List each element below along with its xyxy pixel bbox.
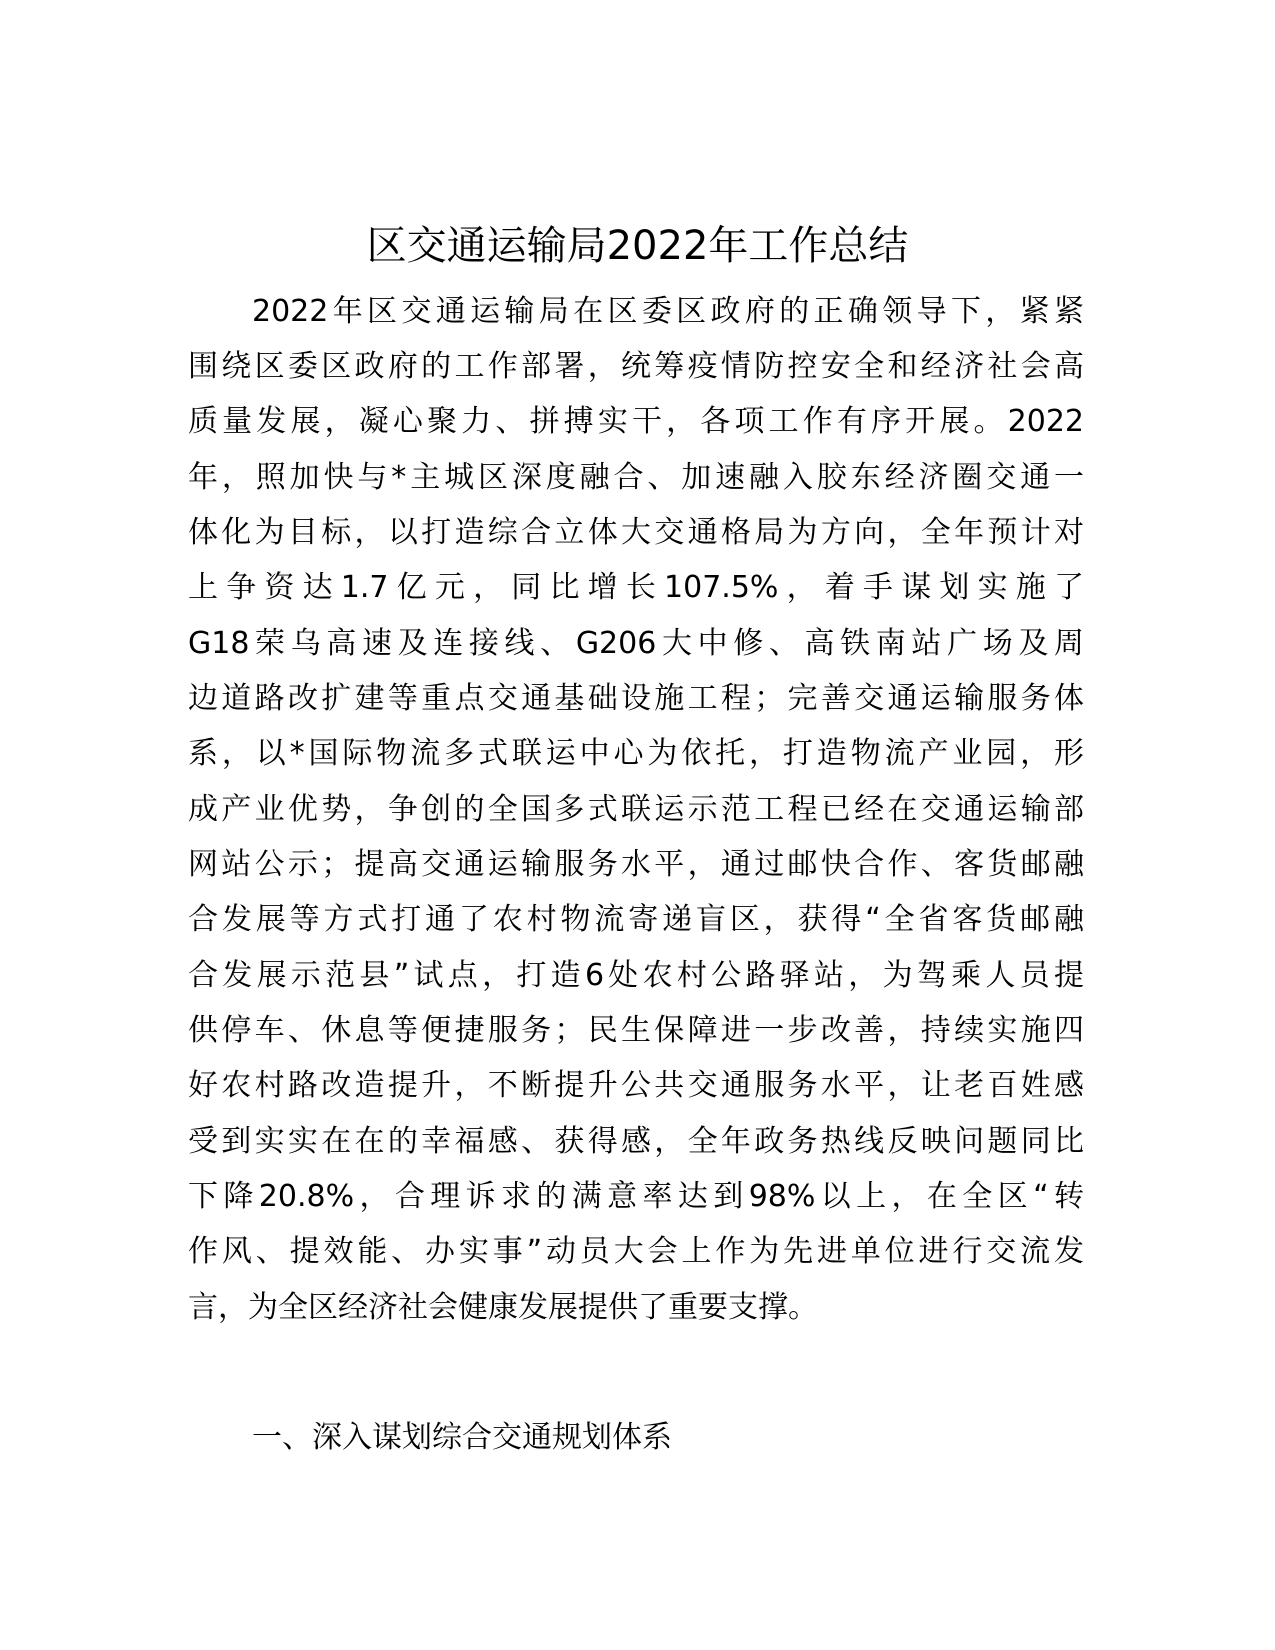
section-heading: 一、深入谋划综合交通规划体系: [252, 1420, 672, 1455]
paragraph-line: 围绕区委区政府的工作部署，统筹疫情防控安全和经济社会高: [188, 349, 1084, 384]
paragraph-line: 作风、提效能、办实事”动员大会上作为先进单位进行交流发: [188, 1234, 1084, 1269]
paragraph-line: 供停车、休息等便捷服务；民生保障进一步改善，持续实施四: [188, 1013, 1084, 1048]
paragraph-line: 下降20.8%，合理诉求的满意率达到98%以上，在全区“转: [188, 1179, 1084, 1214]
paragraph-line: 合发展示范县”试点，打造6处农村公路驿站，为驾乘人员提: [188, 958, 1084, 993]
paragraph-line: 受到实实在在的幸福感、获得感，全年政务热线反映问题同比: [188, 1124, 1084, 1159]
document-title: 区交通运输局2022年工作总结: [366, 223, 909, 269]
paragraph-line: 系，以*国际物流多式联运中心为依托，打造物流产业园，形: [188, 736, 1084, 771]
paragraph-line: 合发展等方式打通了农村物流寄递盲区，获得“全省客货邮融: [188, 902, 1084, 937]
paragraph-line: 年，照加快与*主城区深度融合、加速融入胶东经济圈交通一: [188, 460, 1084, 495]
paragraph-line: 网站公示；提高交通运输服务水平，通过邮快合作、客货邮融: [188, 847, 1084, 882]
paragraph-line: 边道路改扩建等重点交通基础设施工程；完善交通运输服务体: [188, 681, 1084, 716]
paragraph-line: 上争资达1.7亿元，同比增长107.5%，着手谋划实施了: [188, 570, 1084, 605]
paragraph-line: 好农村路改造提升，不断提升公共交通服务水平，让老百姓感: [188, 1068, 1084, 1103]
paragraph-line: 成产业优势，争创的全国多式联运示范工程已经在交通运输部: [188, 792, 1084, 827]
paragraph-line: 体化为目标，以打造综合立体大交通格局为方向，全年预计对: [188, 515, 1084, 550]
paragraph-line: 质量发展，凝心聚力、拼搏实干，各项工作有序开展。2022: [188, 404, 1084, 439]
paragraph-line: 言，为全区经济社会健康发展提供了重要支撑。: [188, 1290, 818, 1325]
paragraph-line: 2022年区交通运输局在区委区政府的正确领导下，紧紧: [252, 294, 1084, 329]
paragraph-line: G18荣乌高速及连接线、G206大中修、高铁南站广场及周: [188, 626, 1084, 661]
